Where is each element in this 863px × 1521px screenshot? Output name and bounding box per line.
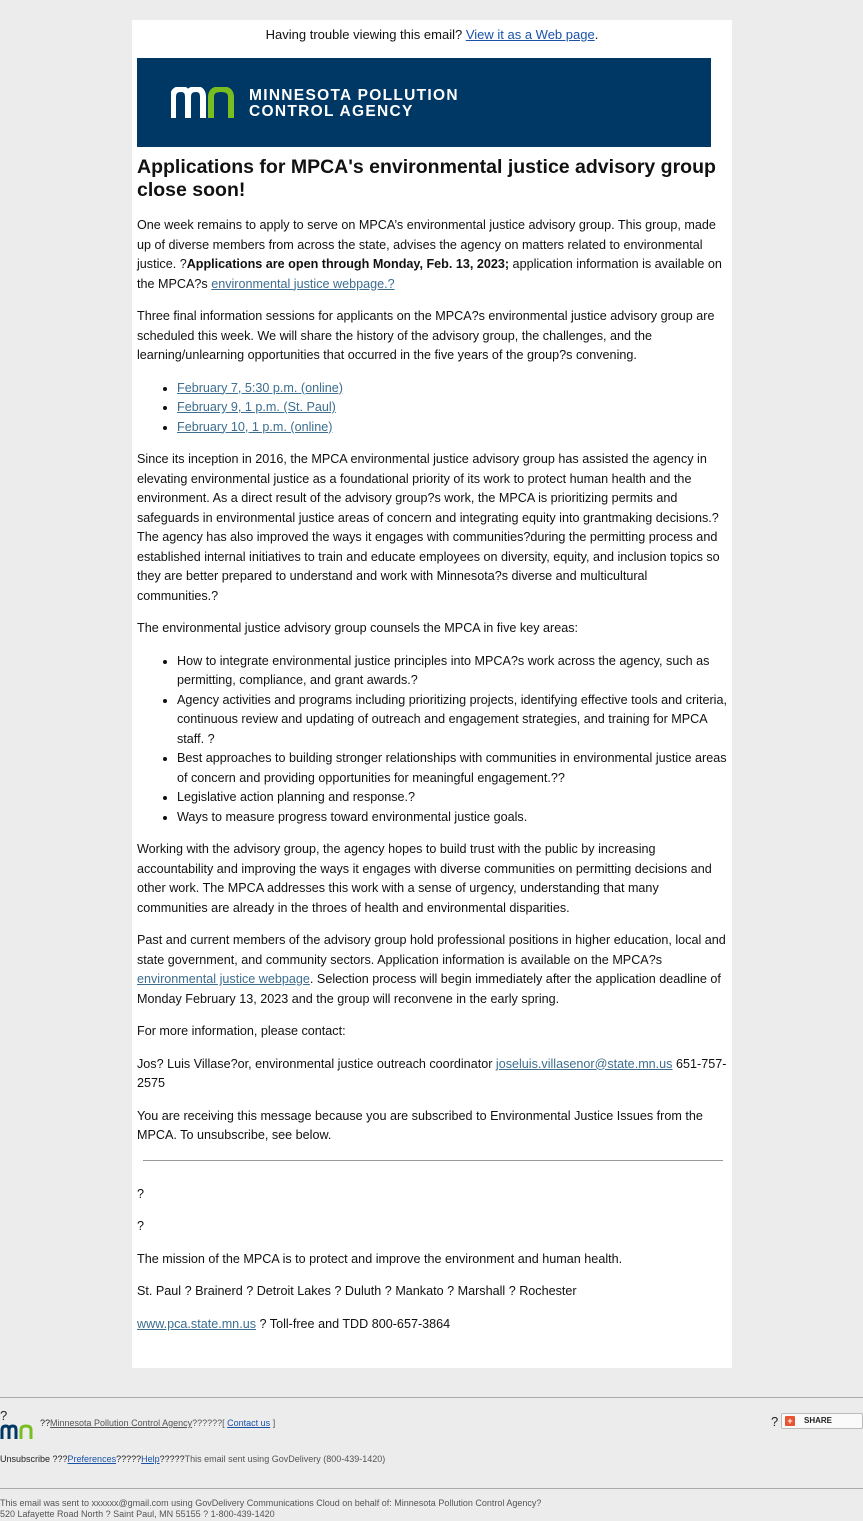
paragraph-history: Since its inception in 2016, the MPCA environmental justice advisory group has assisted the agency in elevating environmental justice as a foundational priority of its work to protect human health and the environment. As a direct result of the advisory group?s work, the MPCA is prioritizing permits and safeguards in environmental justice areas of concern and integrating equity into grantmaking decisions.?The agency has also improved the ways it engages with communities?during the permitting process and established internal initiatives to train and educate employees on diversity, equity, and inclusion topics so they are better prepared to understand and work with Minnesota?s diverse and multicultural communities.? — [137, 452, 720, 603]
sessions-list — [137, 379, 729, 438]
divider — [143, 1160, 723, 1161]
agency-link[interactable]: Minnesota Pollution Control Agency — [50, 1418, 193, 1428]
list-item: • Agency activities and programs including prioritizing projects, identifying effective tools and criteria, continuous review and updating of outreach and engagement strategies, and training for MPCA staff. ? — [177, 691, 729, 750]
trouble-text: Having trouble viewing this email? — [265, 27, 466, 42]
placeholder-mark: ? — [137, 1219, 145, 1233]
divider — [0, 1488, 863, 1489]
email-card — [132, 20, 732, 1368]
contact-us-link[interactable]: Contact us — [227, 1418, 271, 1428]
session-link-feb7[interactable]: February 7, 5:30 p.m. (online) — [177, 380, 343, 395]
article-title: Applications for MPCA's environmental justice advisory group close soon! — [137, 156, 716, 201]
trouble-viewing-line: Having trouble viewing this email? View it as a Web page. — [265, 27, 599, 42]
paragraph-areas-intro: The environmental justice advisory group counsels the MPCA in five key areas: — [137, 621, 578, 635]
list-item: • Ways to measure progress toward environmental justice goals. — [177, 808, 729, 828]
sent-to-line: This email was sent to xxxxxx@gmail.com using GovDelivery Communications Cloud on behalf of: Minnesota Pollution Control Agency? — [0, 1498, 542, 1508]
list-item — [177, 398, 729, 418]
plus-icon: + — [785, 1416, 795, 1426]
pca-website-link[interactable]: www.pca.state.mn.us — [137, 1316, 256, 1331]
ej-webpage-link[interactable]: environmental justice webpage.? — [211, 276, 395, 291]
list-item — [177, 379, 729, 399]
divider — [0, 1397, 863, 1398]
address-line: 520 Lafayette Road North ? Saint Paul, MN 55155 ? 1-800-439-1420 — [0, 1509, 275, 1519]
paragraph-intro: One week remains to apply to serve on MPCA’s environmental justice advisory group. This group, made up of diverse members from across the state, advises the agency on matters related to environmental justice. ?Applications are open through Monday, Feb. 13, 2023; application information is available on the MPCA?s environmental justice webpage.? — [137, 218, 722, 291]
footer-links: ??Minnesota Pollution Control Agency??????[ Contact us ] — [40, 1418, 276, 1428]
list-item — [177, 418, 729, 438]
list-item: • How to integrate environmental justice principles into MPCA?s work across the agency, such as permitting, compliance, and grant awards.? — [177, 652, 729, 691]
key-areas-list — [137, 652, 729, 828]
paragraph-subscription: You are receiving this message because you are subscribed to Environmental Justice Issues from the MPCA. To unsubscribe, see below. — [137, 1108, 703, 1142]
ej-webpage-link-2[interactable]: environmental justice webpage — [137, 972, 310, 986]
contact-email-link[interactable]: joseluis.villasenor@state.mn.us — [495, 1056, 673, 1071]
list-item: • Legislative action planning and response.? — [177, 788, 729, 808]
paragraph-contact-intro: For more information, please contact: — [137, 1024, 346, 1038]
share-button[interactable]: + SHARE — [781, 1413, 863, 1429]
mpca-logo-icon — [171, 87, 239, 119]
office-cities: St. Paul ? Brainerd ? Detroit Lakes ? Duluth ? Mankato ? Marshall ? Rochester — [137, 1284, 577, 1298]
paragraph-trust: Working with the advisory group, the agency hopes to build trust with the public by increasing accountability and improving the ways it engages with diverse communities on permitting decisions and other work. The MPCA addresses this work with a sense of urgency, understanding that many communities are already in the throes of health and environmental disparities. — [137, 842, 712, 915]
mpca-small-logo-icon — [0, 1424, 36, 1440]
mpca-logo-text: MINNESOTA POLLUTION CONTROL AGENCY — [249, 87, 459, 120]
session-link-feb10[interactable]: February 10, 1 p.m. (online) — [177, 419, 333, 434]
mpca-banner[interactable] — [137, 58, 711, 147]
footer-manage-links: Unsubscribe ???Preferences?????Help?????This email sent using GovDelivery (800-439-1420) — [0, 1454, 386, 1464]
session-link-feb9[interactable]: February 9, 1 p.m. (St. Paul) — [177, 400, 336, 414]
help-link[interactable]: Help — [141, 1454, 160, 1464]
placeholder-mark: ? — [137, 1186, 145, 1201]
paragraph-contact: Jos? Luis Villase?or, environmental justice outreach coordinator joseluis.villasenor@state.mn.us 651-757-2575 — [137, 1056, 727, 1090]
view-web-page-link[interactable]: View it as a Web page — [465, 27, 595, 42]
list-item: • Best approaches to building stronger relationships with communities in environmental justice areas of concern and providing opportunities for meaningful engagement.?? — [177, 749, 729, 788]
preferences-link[interactable]: Preferences — [67, 1454, 117, 1464]
website-line: www.pca.state.mn.us ? Toll-free and TDD 800-657-3864 — [137, 1316, 451, 1331]
email-body — [137, 156, 729, 1347]
paragraph-sessions-intro: Three final information sessions for applicants on the MPCA?s environmental justice advisory group are scheduled this week. We will share the history of the advisory group, the challenges, and the learning/unlearning opportunities that occurred in the five years of the group?s convening. — [137, 309, 715, 362]
mission-statement: The mission of the MPCA is to protect and improve the environment and human health. — [137, 1251, 623, 1266]
paragraph-members: Past and current members of the advisory group hold professional positions in higher education, local and state government, and community sectors. Application information is available on the MPCA?s environmental justice webpage. Selection process will begin immediately after the application deadline of Monday February 13, 2023 and the group will reconvene in the early spring. — [137, 933, 726, 1006]
